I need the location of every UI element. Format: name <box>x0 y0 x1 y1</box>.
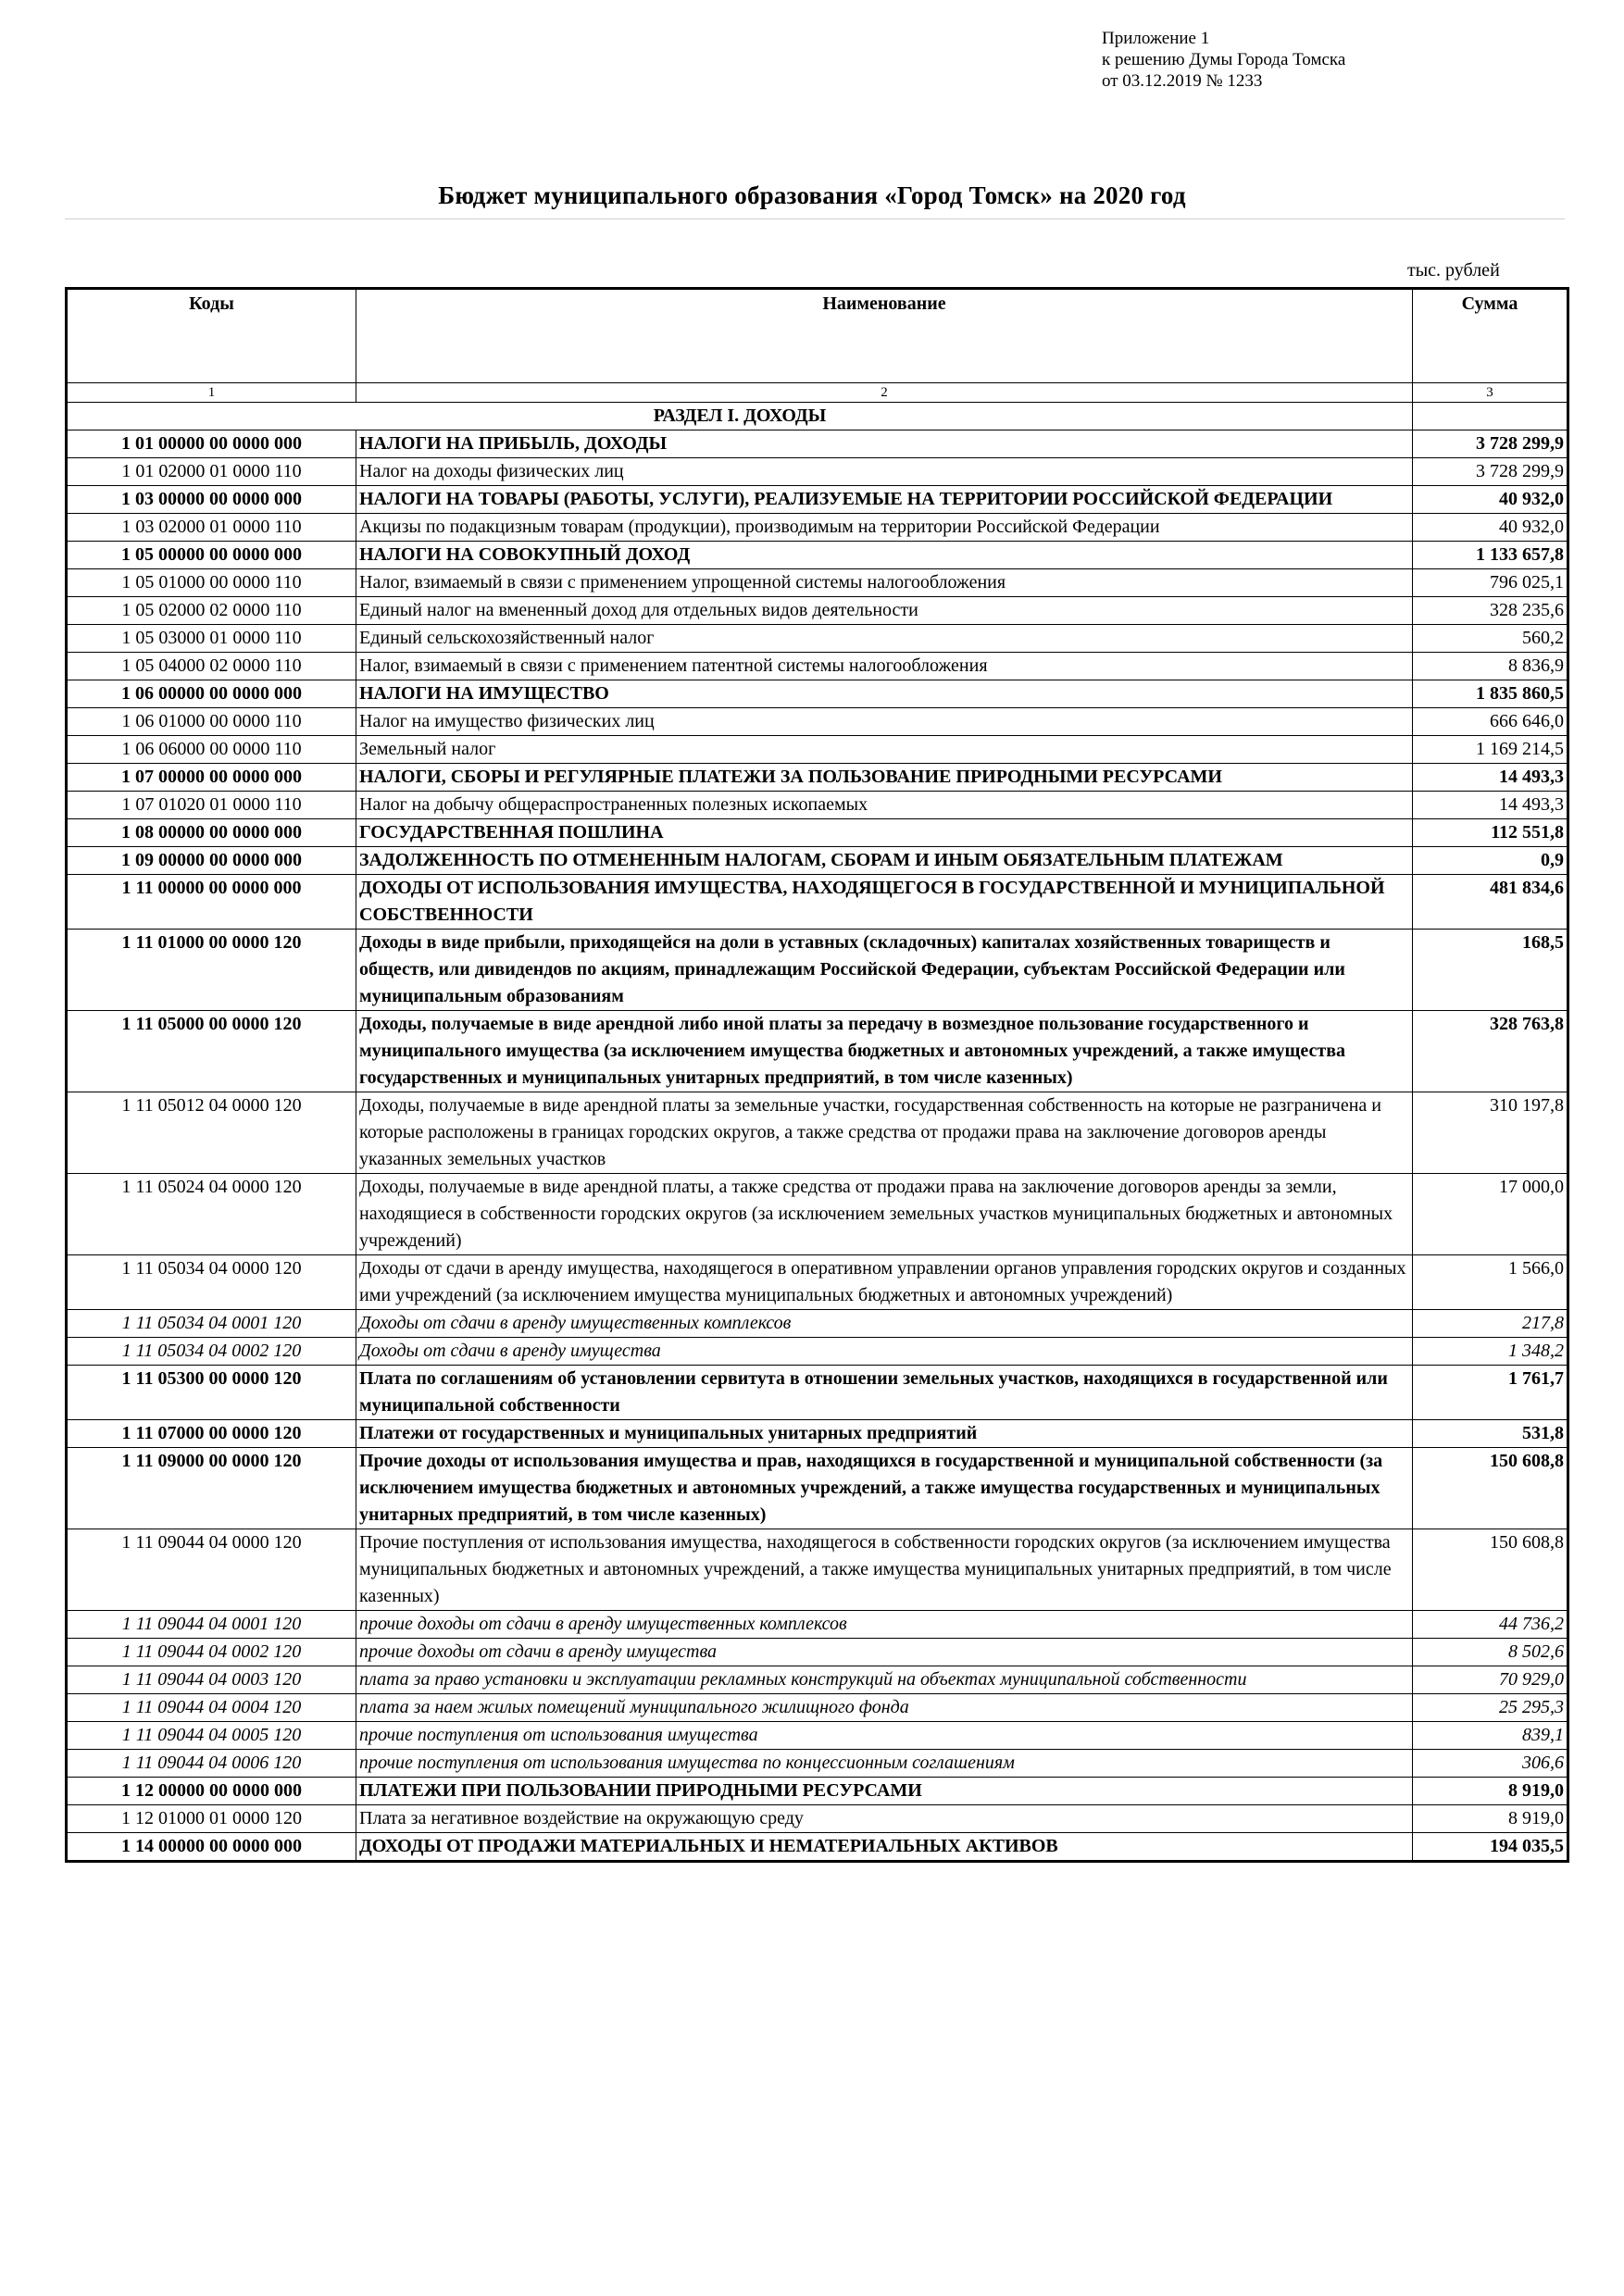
row-sum: 168,5 <box>1413 930 1568 1011</box>
row-name: Доходы от сдачи в аренду имущественных комплексов <box>356 1310 1413 1338</box>
row-code: 1 11 09044 04 0004 120 <box>67 1694 356 1722</box>
row-sum: 8 836,9 <box>1413 653 1568 680</box>
appendix-line-3: от 03.12.2019 № 1233 <box>1102 71 1263 91</box>
row-sum: 14 493,3 <box>1413 792 1568 819</box>
table-row <box>67 1011 1568 1092</box>
table-row <box>67 542 1568 569</box>
row-code: 1 08 00000 00 0000 000 <box>67 819 356 847</box>
row-name: Акцизы по подакцизным товарам (продукции), производимым на территории Российской Федерации <box>356 514 1413 542</box>
row-code: 1 11 00000 00 0000 000 <box>67 875 356 930</box>
table-row <box>67 1805 1568 1833</box>
section-row <box>67 403 1568 430</box>
row-sum: 3 728 299,9 <box>1413 458 1568 486</box>
row-code: 1 05 00000 00 0000 000 <box>67 542 356 569</box>
row-sum: 25 295,3 <box>1413 1694 1568 1722</box>
row-code: 1 11 05034 04 0000 120 <box>67 1255 356 1310</box>
row-code: 1 12 00000 00 0000 000 <box>67 1778 356 1805</box>
row-code: 1 11 09000 00 0000 120 <box>67 1448 356 1529</box>
table-row <box>67 1310 1568 1338</box>
document-title: Бюджет муниципального образования «Город Томск» на 2020 год <box>438 181 1186 209</box>
row-sum: 70 929,0 <box>1413 1666 1568 1694</box>
row-sum: 1 566,0 <box>1413 1255 1568 1310</box>
table-row <box>67 1611 1568 1639</box>
table-row <box>67 1722 1568 1750</box>
row-name: Прочие доходы от использования имущества и прав, находящихся в государственной и муниципальной собственности (за исключением имущества бюджетных и автономных учреждений, а также имущества государственных и муниципальных унитарных предприятий, в том числе казенных) <box>356 1448 1413 1529</box>
table-row <box>67 708 1568 736</box>
row-sum: 8 919,0 <box>1413 1778 1568 1805</box>
row-sum: 40 932,0 <box>1413 514 1568 542</box>
row-sum: 3 728 299,9 <box>1413 430 1568 458</box>
row-code: 1 11 09044 04 0001 120 <box>67 1611 356 1639</box>
table-row <box>67 736 1568 764</box>
row-code: 1 03 02000 01 0000 110 <box>67 514 356 542</box>
table-row <box>67 764 1568 792</box>
appendix-line-2: к решению Думы Города Томска <box>1102 50 1346 69</box>
row-code: 1 07 00000 00 0000 000 <box>67 764 356 792</box>
table-row <box>67 458 1568 486</box>
row-name: НАЛОГИ НА ПРИБЫЛЬ, ДОХОДЫ <box>356 430 1413 458</box>
row-name: Доходы от сдачи в аренду имущества <box>356 1338 1413 1366</box>
column-number-2: 2 <box>356 383 1413 403</box>
row-name: Налог на доходы физических лиц <box>356 458 1413 486</box>
table-row <box>67 1833 1568 1862</box>
row-code: 1 06 00000 00 0000 000 <box>67 680 356 708</box>
row-name: Единый налог на вмененный доход для отдельных видов деятельности <box>356 597 1413 625</box>
row-sum: 8 919,0 <box>1413 1805 1568 1833</box>
row-code: 1 11 05034 04 0002 120 <box>67 1338 356 1366</box>
appendix-line-1: Приложение 1 <box>1102 29 1210 48</box>
row-sum: 44 736,2 <box>1413 1611 1568 1639</box>
row-name: Доходы, получаемые в виде арендной либо иной платы за передачу в возмездное пользование государственного и муниципального имущества (за исключением имущества бюджетных и автономных учреждений, а также имущества государственных и муниципальных унитарных предприятий, в том числе казенных) <box>356 1011 1413 1092</box>
table-row <box>67 1092 1568 1174</box>
row-name: прочие поступления от использования имущества <box>356 1722 1413 1750</box>
row-sum: 150 608,8 <box>1413 1448 1568 1529</box>
row-code: 1 11 09044 04 0000 120 <box>67 1529 356 1611</box>
table-row <box>67 514 1568 542</box>
row-sum: 1 169 214,5 <box>1413 736 1568 764</box>
row-name: Единый сельскохозяйственный налог <box>356 625 1413 653</box>
row-code: 1 11 05024 04 0000 120 <box>67 1174 356 1255</box>
row-code: 1 05 04000 02 0000 110 <box>67 653 356 680</box>
row-name: Доходы, получаемые в виде арендной платы, а также средства от продажи права на заключение договоров аренды за земли, находящиеся в собственности городских округов (за исключением земельных участков муниципальных бюджетных и автономных учреждений) <box>356 1174 1413 1255</box>
appendix-block <box>1102 28 1345 92</box>
row-code: 1 11 01000 00 0000 120 <box>67 930 356 1011</box>
row-name: ГОСУДАРСТВЕННАЯ ПОШЛИНА <box>356 819 1413 847</box>
row-code: 1 11 05000 00 0000 120 <box>67 1011 356 1092</box>
table-row <box>67 930 1568 1011</box>
table-row <box>67 1694 1568 1722</box>
row-sum: 560,2 <box>1413 625 1568 653</box>
row-code: 1 11 05034 04 0001 120 <box>67 1310 356 1338</box>
row-name: ЗАДОЛЖЕННОСТЬ ПО ОТМЕНЕННЫМ НАЛОГАМ, СБОРАМ И ИНЫМ ОБЯЗАТЕЛЬНЫМ ПЛАТЕЖАМ <box>356 847 1413 875</box>
row-name: Плата по соглашениям об установлении сервитута в отношении земельных участков, находящихся в государственной или муниципальной собственности <box>356 1366 1413 1420</box>
row-code: 1 09 00000 00 0000 000 <box>67 847 356 875</box>
row-name: Доходы в виде прибыли, приходящейся на доли в уставных (складочных) капиталах хозяйственных товариществ и обществ, или дивидендов по акциям, принадлежащим Российской Федерации, субъектам Российской Федерации или муниципальным образованиям <box>356 930 1413 1011</box>
table-row <box>67 430 1568 458</box>
table-row <box>67 486 1568 514</box>
row-name: Налог, взимаемый в связи с применением патентной системы налогообложения <box>356 653 1413 680</box>
row-sum: 14 493,3 <box>1413 764 1568 792</box>
row-code: 1 11 09044 04 0003 120 <box>67 1666 356 1694</box>
row-code: 1 07 01020 01 0000 110 <box>67 792 356 819</box>
row-name: ДОХОДЫ ОТ ПРОДАЖИ МАТЕРИАЛЬНЫХ И НЕМАТЕРИАЛЬНЫХ АКТИВОВ <box>356 1833 1413 1862</box>
row-sum: 481 834,6 <box>1413 875 1568 930</box>
table-row <box>67 1174 1568 1255</box>
row-name: Налог на добычу общераспространенных полезных ископаемых <box>356 792 1413 819</box>
row-code: 1 11 05012 04 0000 120 <box>67 1092 356 1174</box>
row-name: Доходы от сдачи в аренду имущества, находящегося в оперативном управлении органов управления городских округов и созданных ими учреждений (за исключением имущества муниципальных бюджетных и автономных учреждений) <box>356 1255 1413 1310</box>
row-code: 1 06 06000 00 0000 110 <box>67 736 356 764</box>
row-sum: 17 000,0 <box>1413 1174 1568 1255</box>
row-code: 1 11 07000 00 0000 120 <box>67 1420 356 1448</box>
table-row <box>67 653 1568 680</box>
row-name: Земельный налог <box>356 736 1413 764</box>
column-number-row <box>67 383 1568 403</box>
table-row <box>67 1255 1568 1310</box>
row-sum: 0,9 <box>1413 847 1568 875</box>
row-name: Налог, взимаемый в связи с применением упрощенной системы налогообложения <box>356 569 1413 597</box>
row-code: 1 12 01000 01 0000 120 <box>67 1805 356 1833</box>
row-sum: 328 763,8 <box>1413 1011 1568 1092</box>
units-label: тыс. рублей <box>1407 260 1500 281</box>
row-name: Доходы, получаемые в виде арендной платы за земельные участки, государственная собственность на которые не разграничена и которые расположены в границах городских округов, а также средства от продажи права на заключение договоров аренды указанных земельных участков <box>356 1092 1413 1174</box>
row-sum: 796 025,1 <box>1413 569 1568 597</box>
table-header-row <box>67 289 1568 383</box>
row-name: НАЛОГИ НА ИМУЩЕСТВО <box>356 680 1413 708</box>
row-code: 1 11 09044 04 0002 120 <box>67 1639 356 1666</box>
table-row <box>67 792 1568 819</box>
table-row <box>67 680 1568 708</box>
table-body <box>67 403 1568 1862</box>
section-title: РАЗДЕЛ I. ДОХОДЫ <box>67 403 1413 430</box>
column-number-1: 1 <box>67 383 356 403</box>
row-sum: 306,6 <box>1413 1750 1568 1778</box>
row-name: ПЛАТЕЖИ ПРИ ПОЛЬЗОВАНИИ ПРИРОДНЫМИ РЕСУРСАМИ <box>356 1778 1413 1805</box>
row-code: 1 06 01000 00 0000 110 <box>67 708 356 736</box>
row-code: 1 01 02000 01 0000 110 <box>67 458 356 486</box>
row-code: 1 05 03000 01 0000 110 <box>67 625 356 653</box>
column-header-name: Наименование <box>356 289 1413 383</box>
row-name: прочие доходы от сдачи в аренду имущества <box>356 1639 1413 1666</box>
column-number-3: 3 <box>1413 383 1568 403</box>
table-row <box>67 1338 1568 1366</box>
table-row <box>67 875 1568 930</box>
table-row <box>67 1778 1568 1805</box>
row-sum: 112 551,8 <box>1413 819 1568 847</box>
table-row <box>67 1639 1568 1666</box>
row-code: 1 11 09044 04 0005 120 <box>67 1722 356 1750</box>
row-name: прочие поступления от использования имущества по концессионным соглашениям <box>356 1750 1413 1778</box>
row-name: Платежи от государственных и муниципальных унитарных предприятий <box>356 1420 1413 1448</box>
row-sum: 310 197,8 <box>1413 1092 1568 1174</box>
row-code: 1 14 00000 00 0000 000 <box>67 1833 356 1862</box>
row-code: 1 11 09044 04 0006 120 <box>67 1750 356 1778</box>
row-code: 1 05 01000 00 0000 110 <box>67 569 356 597</box>
table-row <box>67 1529 1568 1611</box>
row-name: Прочие поступления от использования имущества, находящегося в собственности городских округов (за исключением имущества муниципальных бюджетных и автономных учреждений, а также имущества муниципальных унитарных предприятий, в том числе казенных) <box>356 1529 1413 1611</box>
row-sum: 217,8 <box>1413 1310 1568 1338</box>
table-row <box>67 1420 1568 1448</box>
table-row <box>67 1366 1568 1420</box>
budget-table <box>65 287 1569 1863</box>
table-row <box>67 1448 1568 1529</box>
row-sum: 1 835 860,5 <box>1413 680 1568 708</box>
column-header-codes: Коды <box>67 289 356 383</box>
table-row <box>67 1666 1568 1694</box>
row-sum: 531,8 <box>1413 1420 1568 1448</box>
table-row <box>67 819 1568 847</box>
row-sum: 8 502,6 <box>1413 1639 1568 1666</box>
row-sum: 40 932,0 <box>1413 486 1568 514</box>
row-sum: 1 348,2 <box>1413 1338 1568 1366</box>
row-name: НАЛОГИ, СБОРЫ И РЕГУЛЯРНЫЕ ПЛАТЕЖИ ЗА ПОЛЬЗОВАНИЕ ПРИРОДНЫМИ РЕСУРСАМИ <box>356 764 1413 792</box>
row-name: прочие доходы от сдачи в аренду имущественных комплексов <box>356 1611 1413 1639</box>
table-row <box>67 569 1568 597</box>
row-code: 1 03 00000 00 0000 000 <box>67 486 356 514</box>
row-name: плата за право установки и эксплуатации рекламных конструкций на объектах муниципальной собственности <box>356 1666 1413 1694</box>
row-name: плата за наем жилых помещений муниципального жилищного фонда <box>356 1694 1413 1722</box>
row-code: 1 05 02000 02 0000 110 <box>67 597 356 625</box>
table-row <box>67 625 1568 653</box>
row-code: 1 01 00000 00 0000 000 <box>67 430 356 458</box>
row-sum: 1 761,7 <box>1413 1366 1568 1420</box>
row-name: ДОХОДЫ ОТ ИСПОЛЬЗОВАНИЯ ИМУЩЕСТВА, НАХОДЯЩЕГОСЯ В ГОСУДАРСТВЕННОЙ И МУНИЦИПАЛЬНОЙ СОБСТВЕННОСТИ <box>356 875 1413 930</box>
row-sum: 839,1 <box>1413 1722 1568 1750</box>
row-sum: 666 646,0 <box>1413 708 1568 736</box>
row-sum: 1 133 657,8 <box>1413 542 1568 569</box>
row-sum: 150 608,8 <box>1413 1529 1568 1611</box>
row-name: Плата за негативное воздействие на окружающую среду <box>356 1805 1413 1833</box>
row-name: Налог на имущество физических лиц <box>356 708 1413 736</box>
title-divider <box>65 218 1565 219</box>
row-code: 1 11 05300 00 0000 120 <box>67 1366 356 1420</box>
row-sum: 194 035,5 <box>1413 1833 1568 1862</box>
table-row <box>67 1750 1568 1778</box>
table-row <box>67 597 1568 625</box>
row-name: НАЛОГИ НА СОВОКУПНЫЙ ДОХОД <box>356 542 1413 569</box>
table-row <box>67 847 1568 875</box>
section-empty-sum <box>1413 403 1568 430</box>
row-name: НАЛОГИ НА ТОВАРЫ (РАБОТЫ, УСЛУГИ), РЕАЛИЗУЕМЫЕ НА ТЕРРИТОРИИ РОССИЙСКОЙ ФЕДЕРАЦИИ <box>356 486 1413 514</box>
row-sum: 328 235,6 <box>1413 597 1568 625</box>
column-header-sum: Сумма <box>1413 289 1568 383</box>
